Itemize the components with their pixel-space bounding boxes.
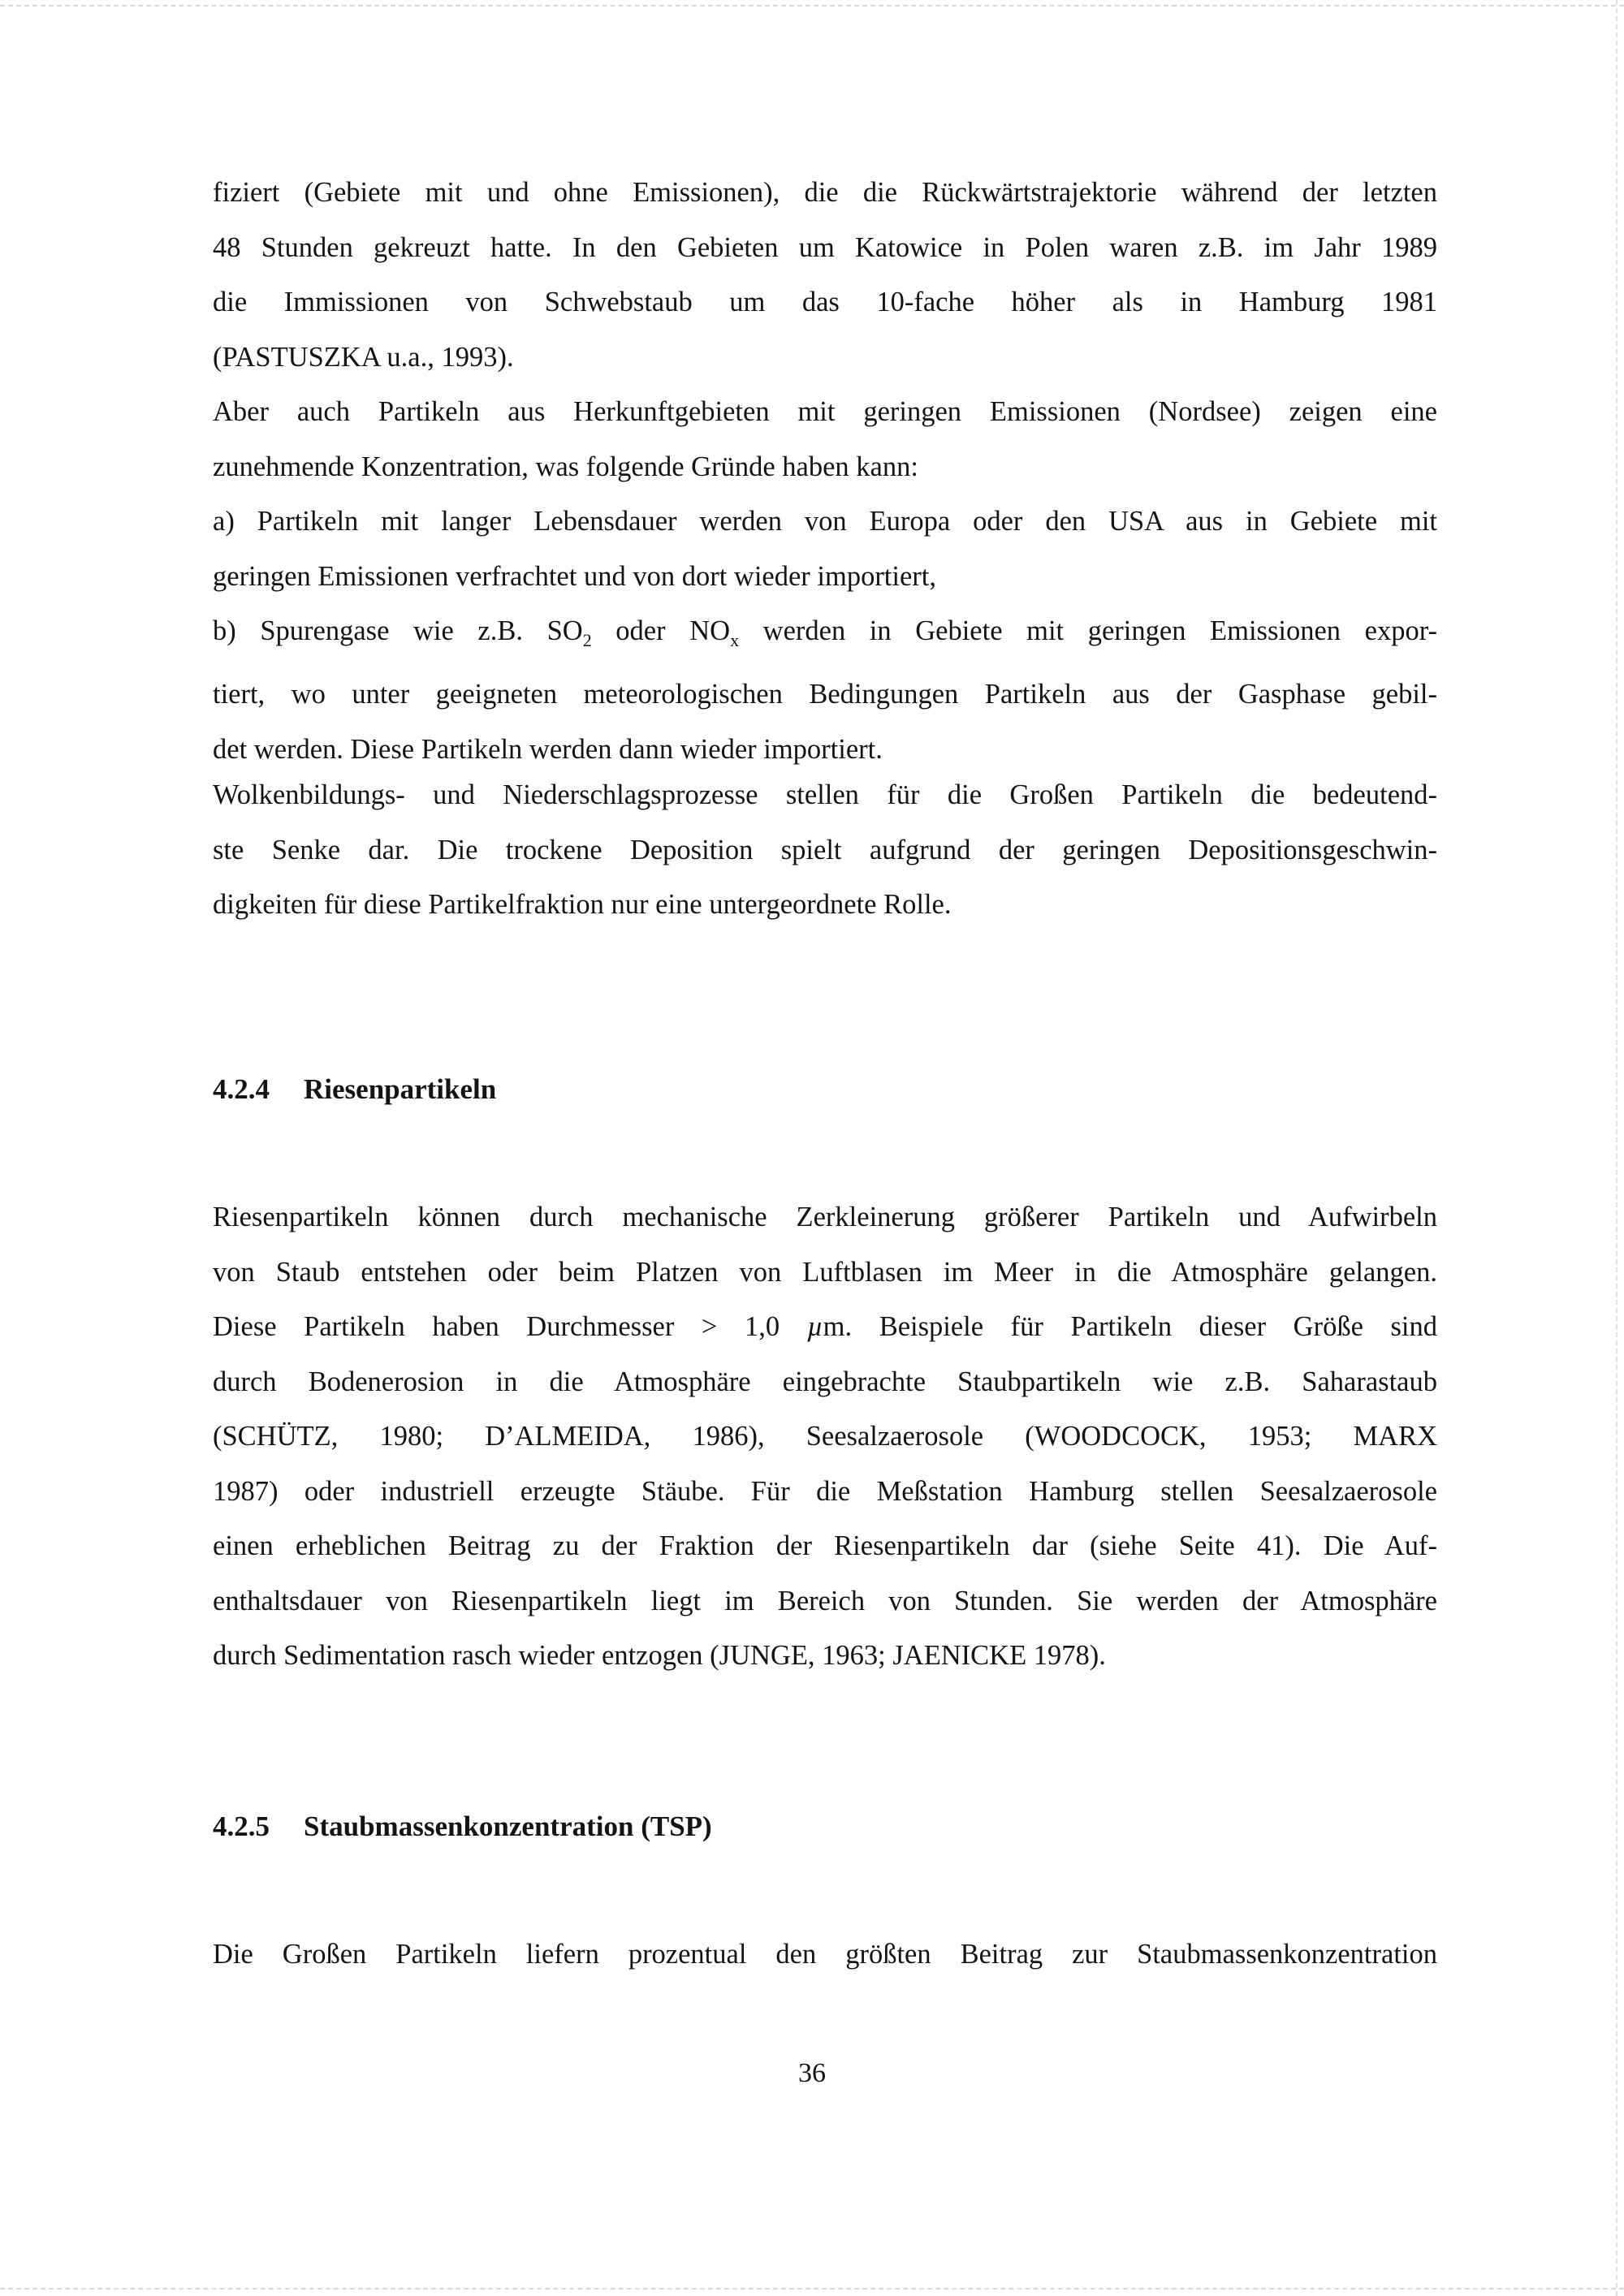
text-fragment: b) Spurengase wie z.B. SO: [213, 615, 583, 646]
paragraph-tsp: [213, 1927, 1437, 1983]
paragraph-giant-particles: [213, 1190, 1437, 1684]
text-line: [213, 1300, 1437, 1355]
text-line: Wolkenbildungs- und Niederschlagsprozesse stellen für die Großen Partikeln die bedeutend-: [213, 779, 1437, 810]
text-line: a) Partikeln mit langer Lebensdauer werden von Europa oder den USA aus in Gebiete mit: [213, 506, 1437, 537]
paragraph-reason-a: [213, 494, 1437, 604]
text-line: 1987) oder industriell erzeugte Stäube. Für die Meßstation Hamburg stellen Seesalzaerosole: [213, 1475, 1437, 1507]
section-title: Staubmassenkonzentration (TSP): [304, 1810, 712, 1842]
paragraph-reason-b: [213, 604, 1437, 777]
text-line: det werden. Diese Partikeln werden dann wieder importiert.: [213, 733, 883, 765]
text-line: tiert, wo unter geeigneten meteorologischen Bedingungen Partikeln aus der Gasphase gebil-: [213, 679, 1437, 710]
paragraph-sinks: [213, 768, 1437, 933]
text-line: einen erheblichen Beitrag zu der Fraktion der Riesenpartikeln dar (siehe Seite 41). Die Auf-: [213, 1530, 1437, 1561]
text-line: Riesenpartikeln können durch mechanische Zerkleinerung größerer Partikeln und Aufwirbeln: [213, 1202, 1437, 1232]
text-line: durch Sedimentation rasch wieder entzogen (JUNGE, 1963; JAENICKE 1978).: [213, 1640, 1106, 1671]
section-title: Riesenpartikeln: [304, 1073, 497, 1105]
text-line: (SCHÜTZ, 1980; D’ALMEIDA, 1986), Seesalzaerosole (WOODCOCK, 1953; MARX: [213, 1421, 1437, 1452]
text-fragment: werden in Gebiete mit geringen Emissionen expor-: [739, 615, 1437, 646]
text-line: ste Senke dar. Die trockene Deposition spielt aufgrund der geringen Depositionsgeschwin-: [213, 834, 1437, 865]
subscript: x: [730, 629, 740, 650]
text-fragment: oder NO: [591, 615, 731, 646]
text-line: Aber auch Partikeln aus Herkunftgebieten mit geringen Emissionen (Nordsee) zeigen eine: [213, 396, 1437, 427]
subscript: 2: [582, 629, 592, 650]
paragraph-continuation: [213, 166, 1437, 385]
text-line: die Immissionen von Schwebstaub um das 10-fache höher als in Hamburg 1981: [213, 287, 1437, 317]
paragraph-reasons-intro: [213, 385, 1437, 494]
section-number: 4.2.5: [213, 1810, 270, 1842]
scan-edge-bottom: [0, 2288, 1624, 2290]
section-number: 4.2.4: [213, 1073, 270, 1105]
text-line: zunehmende Konzentration, was folgende Gründe haben kann:: [213, 451, 918, 482]
section-heading-4-2-5: [213, 1810, 712, 1843]
text-line: durch Bodenerosion in die Atmosphäre eingebrachte Staubpartikeln wie z.B. Saharastaub: [213, 1366, 1437, 1397]
text-line: geringen Emissionen verfrachtet und von dort wieder importiert,: [213, 560, 936, 592]
section-heading-4-2-4: [213, 1073, 496, 1106]
text-line: Die Großen Partikeln liefern prozentual den größten Beitrag zur Staubmassenkonzentration: [213, 1939, 1437, 1970]
scan-edge-top: [0, 5, 1624, 6]
text-line: [213, 604, 1437, 667]
text-line: von Staub entstehen oder beim Platzen von Luftblasen im Meer in die Atmosphäre gelangen.: [213, 1256, 1437, 1288]
page-number: 36: [798, 2058, 826, 2088]
text-line: enthaltsdauer von Riesenpartikeln liegt im Bereich von Stunden. Sie werden der Atmosphäre: [213, 1585, 1437, 1616]
text-line: (PASTUSZKA u.a., 1993).: [213, 341, 514, 373]
text-fragment: Diese Partikeln haben Durchmesser > 1,0: [213, 1311, 807, 1342]
text-line: 48 Stunden gekreuzt hatte. In den Gebieten um Katowice in Polen waren z.B. im Jahr 1989: [213, 231, 1437, 263]
scan-edge-right: [1616, 0, 1618, 2296]
text-fragment: m. Beispiele für Partikeln dieser Größe sind: [823, 1311, 1437, 1342]
mu-symbol: µ: [806, 1311, 823, 1342]
text-line: fiziert (Gebiete mit und ohne Emissionen), die die Rückwärtstrajektorie während der letzten: [213, 177, 1437, 208]
text-line: digkeiten für diese Partikelfraktion nur eine untergeordnete Rolle.: [213, 889, 952, 920]
